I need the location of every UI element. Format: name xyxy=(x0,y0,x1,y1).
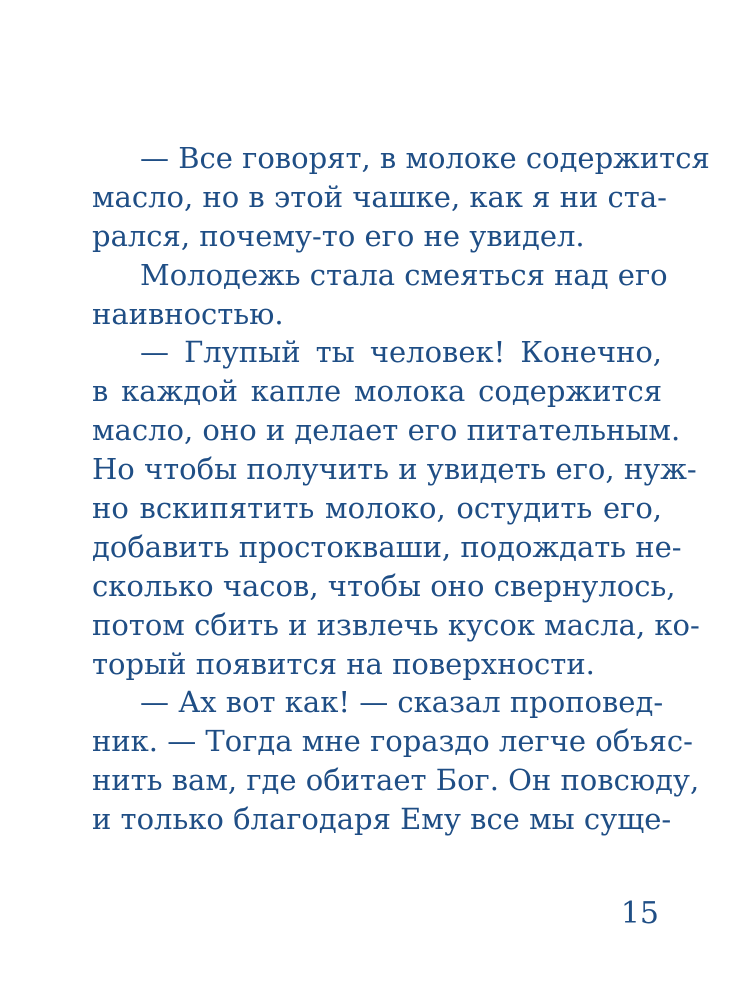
text-line: и только благодаря Ему все мы суще- xyxy=(92,802,672,837)
text-line: добавить простокваши, подождать не- xyxy=(92,529,682,564)
text-line: сколько часов, чтобы оно свернулось, xyxy=(92,568,676,603)
text-line: торый появится на поверхности. xyxy=(92,646,595,681)
text-line: нить вам, где обитает Бог. Он повсюду, xyxy=(92,763,700,798)
text-line: рался, почему-то его не увидел. xyxy=(92,218,585,253)
body-text xyxy=(92,139,710,839)
text-line: но вскипятить молоко, остудить его, xyxy=(92,491,662,526)
text-line: — Все говорят, в молоке содержится xyxy=(140,141,710,175)
page-number: 15 xyxy=(620,896,659,931)
text-line: ник. — Тогда мне гораздо легче объяс- xyxy=(92,724,693,759)
text-line: — Глупый ты человек! Конечно, xyxy=(140,335,662,370)
text-line: Но чтобы получить и увидеть его, нуж- xyxy=(92,452,697,487)
text-line: в каждой капле молока содержится xyxy=(92,374,662,409)
text-line: потом сбить и извлечь кусок масла, ко- xyxy=(92,607,700,642)
text-line: Молодежь стала смеяться над его xyxy=(140,257,668,292)
text-line: масло, но в этой чашке, как я ни ста- xyxy=(92,179,667,214)
text-line: — Ах вот как! — сказал проповед- xyxy=(140,685,664,720)
text-line: наивностью. xyxy=(92,296,284,331)
text-line: масло, оно и делает его питательным. xyxy=(92,413,681,448)
